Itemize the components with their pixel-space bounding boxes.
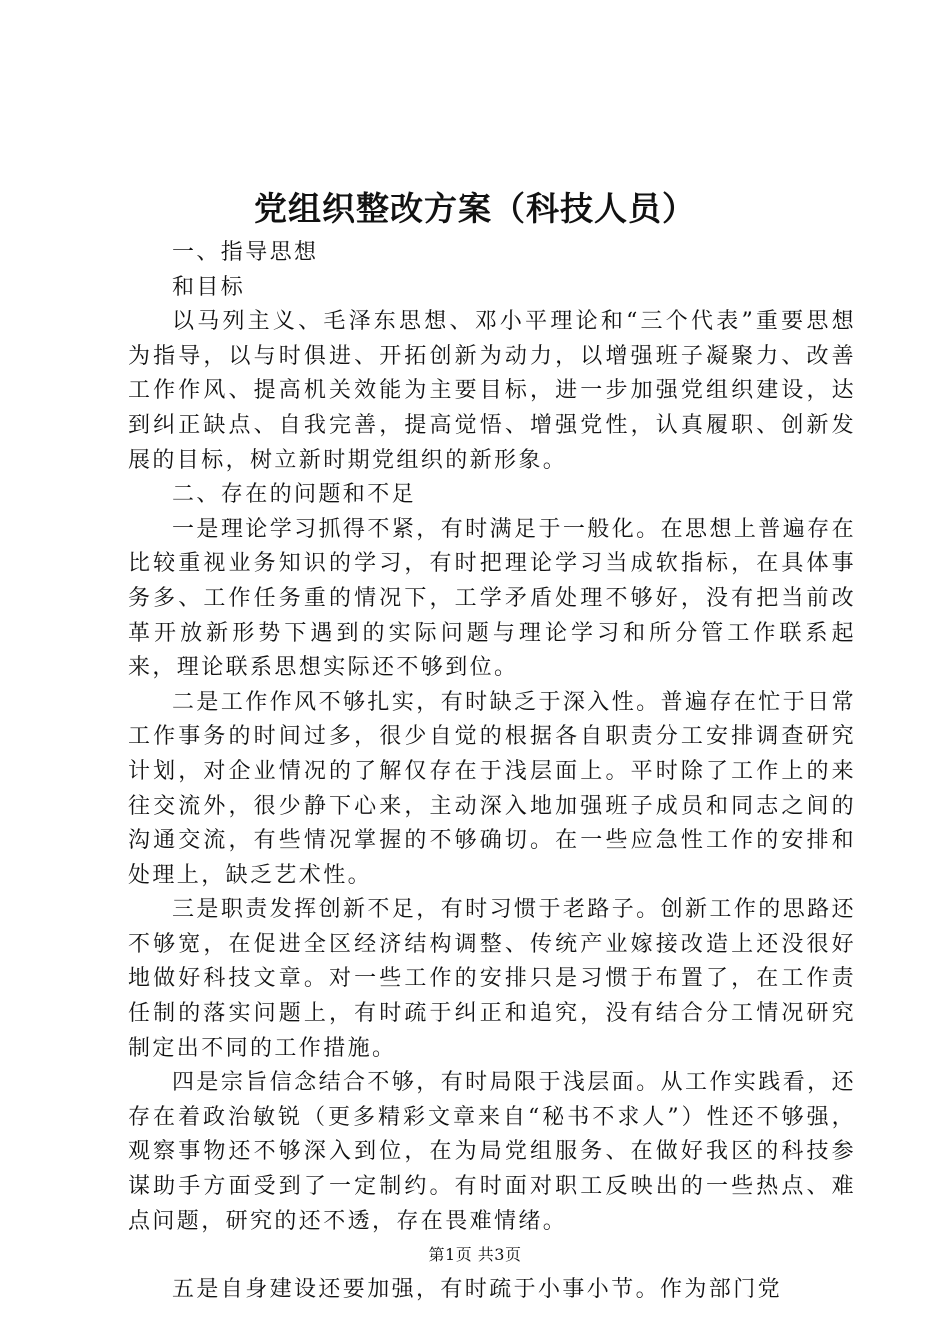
document-body [128, 236, 856, 1308]
paragraph-problem-2: 二是工作作风不够扎实，有时缺乏于深入性。普遍存在忙于日常工作事务的时间过多，很少自觉的根据各自职责分工安排调查研究计划，对企业情况的了解仅存在于浅层面上。平时除了工作上的来往交流外，很少静下心来，主动深入地加强班子成员和同志之间的沟通交流，有些情况掌握的不够确切。在一些应急性工作的安排和处理上，缺乏艺术性。 [128, 689, 856, 888]
page-number-footer: 第1页 共3页 [428, 1245, 522, 1264]
paragraph-problem-5: 五是自身建设还要加强，有时疏于小事小节。作为部门党 [172, 1277, 783, 1303]
paragraph-problem-4: 四是宗旨信念结合不够，有时局限于浅层面。从工作实践看，还存在着政治敏锐（更多精彩文章来自“秘书不求人”）性还不够强，观察事物还不够深入到位，在为局党组服务、在做好我区的科技参谋助手方面受到了一定制约。有时面对职工反映出的一些热点、难点问题，研究的还不透，存在畏难情绪。 [128, 1070, 856, 1234]
paragraph-guiding-thought: 以马列主义、毛泽东思想、邓小平理论和“三个代表”重要思想为指导，以与时俱进、开拓创新为动力，以增强班子凝聚力、改善工作作风、提高机关效能为主要目标，进一步加强党组织建设，达到纠正缺点、自我完善，提高觉悟、增强党性，认真履职、创新发展的目标，树立新时期党组织的新形象。 [128, 309, 856, 473]
section-heading-problems: 二、存在的问题和不足 [172, 482, 417, 508]
section-heading-guiding-thought: 一、指导思想 [172, 240, 319, 265]
document-title: 党组织整改方案（科技人员） [254, 189, 696, 228]
paragraph-problem-1: 一是理论学习抓得不紧，有时满足于一般化。在思想上普遍存在比较重视业务知识的学习，有时把理论学习当成软指标，在具体事务多、工作任务重的情况下，工学矛盾处理不够好，没有把当前改革开放新形势下遇到的实际问题与理论学习和所分管工作联系起来，理论联系思想实际还不够到位。 [128, 516, 856, 681]
section-heading-continuation: 和目标 [172, 274, 246, 300]
paragraph-problem-3: 三是职责发挥创新不足，有时习惯于老路子。创新工作的思路还不够宽，在促进全区经济结构调整、传统产业嫁接改造上还没很好地做好科技文章。对一些工作的安排只是习惯于布置了，在工作责任制的落实问题上，有时疏于纠正和追究，没有结合分工情况研究制定出不同的工作措施。 [128, 897, 856, 1061]
